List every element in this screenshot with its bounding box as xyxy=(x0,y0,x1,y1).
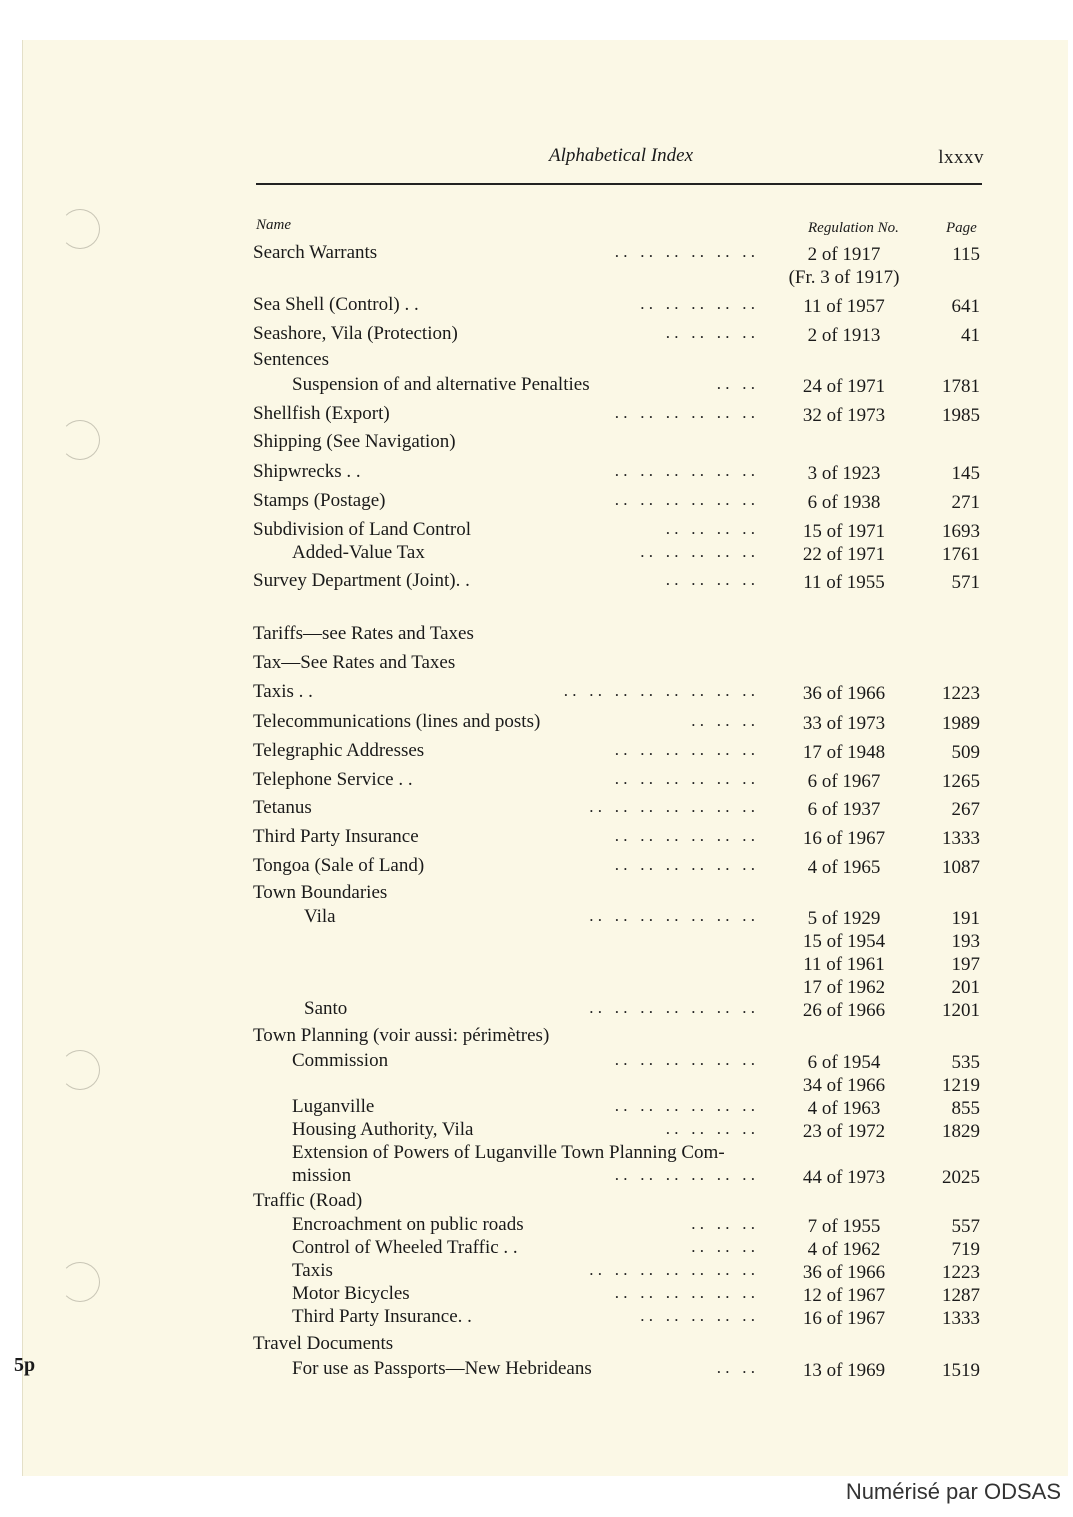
index-entry xyxy=(0,906,1073,930)
entry-name: Telephone Service . . xyxy=(253,769,413,790)
header-rule xyxy=(256,183,982,185)
entry-page: 571 xyxy=(951,572,980,593)
index-entry xyxy=(0,461,1073,485)
index-entry xyxy=(0,1142,1073,1166)
entry-name: Subdivision of Land Control xyxy=(253,519,471,540)
entry-name: Tariffs—see Rates and Taxes xyxy=(253,623,474,644)
index-entry xyxy=(0,681,1073,705)
entry-page: 1201 xyxy=(942,1000,980,1021)
entry-page: 201 xyxy=(951,977,980,998)
index-entry xyxy=(0,570,1073,594)
column-header-page: Page xyxy=(946,220,977,236)
leader-dots: . . . . . . . . . . xyxy=(640,294,755,313)
entry-name: Added-Value Tax xyxy=(292,542,425,563)
leader-dots: . . . . . . . . . . . . xyxy=(614,1165,755,1184)
entry-regulation-no: 15 of 1971 xyxy=(802,521,886,542)
entry-regulation-no: 32 of 1973 xyxy=(802,405,886,426)
leader-dots: . . . . . . . . . . xyxy=(640,542,755,561)
index-entry xyxy=(0,1050,1073,1074)
entry-name: Encroachment on public roads xyxy=(292,1214,524,1235)
entry-name: Suspension of and alternative Penalties xyxy=(292,374,590,395)
entry-name: Tetanus xyxy=(253,797,312,818)
index-entry xyxy=(0,797,1073,821)
entry-page: 1087 xyxy=(942,857,980,878)
entry-name: Shipwrecks . . xyxy=(253,461,361,482)
index-entry xyxy=(0,1119,1073,1143)
entry-regulation-no: 17 of 1962 xyxy=(802,977,886,998)
leader-dots: . . . . . . . . xyxy=(665,1119,755,1138)
entry-name: Shellfish (Export) xyxy=(253,403,390,424)
index-entry xyxy=(0,652,1073,676)
entry-name: Shipping (See Navigation) xyxy=(253,431,456,452)
entry-regulation-no: 4 of 1963 xyxy=(807,1098,881,1119)
entry-page: 1989 xyxy=(942,713,980,734)
leader-dots: . . . . . . . . xyxy=(665,519,755,538)
index-entry xyxy=(0,1096,1073,1120)
entry-regulation-no: 44 of 1973 xyxy=(802,1167,886,1188)
index-entry xyxy=(0,740,1073,764)
index-entry xyxy=(0,952,1073,976)
entry-name: Vila xyxy=(304,906,336,927)
digitization-stamp: Numérisé par ODSAS xyxy=(845,1479,1061,1504)
index-entry xyxy=(0,519,1073,543)
running-head xyxy=(256,145,986,171)
index-entry xyxy=(0,1165,1073,1189)
index-entry xyxy=(0,323,1073,347)
entry-page: 557 xyxy=(951,1216,980,1237)
leader-dots: . . . . . . . . xyxy=(665,570,755,589)
entry-name: Search Warrants xyxy=(253,242,378,263)
index-entry xyxy=(0,242,1073,266)
entry-page: 1265 xyxy=(942,771,980,792)
index-entry xyxy=(0,1260,1073,1284)
entry-regulation-no: 33 of 1973 xyxy=(802,713,886,734)
entry-page: 1985 xyxy=(942,405,980,426)
index-title: Alphabetical Index xyxy=(548,145,694,166)
index-entry xyxy=(0,1214,1073,1238)
leader-dots: . . . . . . . . . . . . xyxy=(614,769,755,788)
entry-page: 2025 xyxy=(942,1167,980,1188)
entry-regulation-no: 12 of 1967 xyxy=(802,1285,886,1306)
index-entry xyxy=(0,1237,1073,1261)
entry-page: 1219 xyxy=(942,1075,980,1096)
entry-name: Travel Documents xyxy=(253,1333,394,1354)
leader-dots: . . . . . . . . . . . . xyxy=(614,855,755,874)
entry-regulation-no: 36 of 1966 xyxy=(802,1262,886,1283)
entry-page: 271 xyxy=(951,492,980,513)
leader-dots: . . . . . . . . . . . . xyxy=(614,826,755,845)
entry-regulation-no: 24 of 1971 xyxy=(802,376,886,397)
entry-page: 267 xyxy=(951,799,980,820)
leader-dots: . . . . . . . . . . . . . . xyxy=(589,797,755,816)
leader-dots: . . . . . . . . . . . . xyxy=(614,403,755,422)
index-entry xyxy=(0,1333,1073,1357)
entry-name: Third Party Insurance. . xyxy=(292,1306,472,1327)
leader-dots: . . . . . . . . . . . . xyxy=(614,242,755,261)
index-entry xyxy=(0,769,1073,793)
entry-page: 1333 xyxy=(942,1308,980,1329)
entry-name: Motor Bicycles xyxy=(292,1283,410,1304)
index-entry xyxy=(0,542,1073,566)
index-entry xyxy=(0,403,1073,427)
entry-regulation-no: 11 of 1961 xyxy=(803,954,885,975)
entry-regulation-no: 13 of 1969 xyxy=(802,1360,886,1381)
index-entry xyxy=(0,1073,1073,1097)
entry-page: 1519 xyxy=(942,1360,980,1381)
leader-dots: . . . . . . . . . . . . . . xyxy=(589,998,755,1017)
index-entry xyxy=(0,882,1073,906)
leader-dots: . . . . . . . . . . . . . . xyxy=(589,906,755,925)
entry-name: Tax—See Rates and Taxes xyxy=(253,652,456,673)
entry-name: Stamps (Postage) xyxy=(253,490,386,511)
leader-dots: . . . . xyxy=(716,374,755,393)
page-folio: lxxxv xyxy=(938,147,984,168)
leader-dots: . . . . . . . . . . . . . . xyxy=(589,1260,755,1279)
entry-page: 1223 xyxy=(942,683,980,704)
index-entry xyxy=(0,1190,1073,1214)
entry-name: mission xyxy=(292,1165,352,1186)
index-entry xyxy=(0,1358,1073,1382)
index-entry xyxy=(0,711,1073,735)
entry-page: 197 xyxy=(951,954,980,975)
index-entry xyxy=(0,1306,1073,1330)
leader-dots: . . . . . . xyxy=(691,1237,755,1256)
leader-dots: . . . . . . xyxy=(691,711,755,730)
index-entry xyxy=(0,490,1073,514)
entry-regulation-no: 6 of 1954 xyxy=(807,1052,881,1073)
index-entry xyxy=(0,1283,1073,1307)
entry-name: Control of Wheeled Traffic . . xyxy=(292,1237,518,1258)
entry-name: Housing Authority, Vila xyxy=(292,1119,474,1140)
entry-name: Taxis . . xyxy=(253,681,313,702)
leader-dots: . . . . . . . . . . xyxy=(640,1306,755,1325)
entry-name: Telegraphic Addresses xyxy=(253,740,425,761)
entry-regulation-no: 11 of 1955 xyxy=(803,572,885,593)
leader-dots: . . . . . . . . . . . . xyxy=(614,740,755,759)
entry-name: Luganville xyxy=(292,1096,375,1117)
column-header-name: Name xyxy=(256,217,291,233)
entry-regulation-no: 4 of 1962 xyxy=(807,1239,881,1260)
entry-regulation-no: 7 of 1955 xyxy=(807,1216,881,1237)
entry-name: For use as Passports—New Hebrideans xyxy=(292,1358,592,1379)
index-entry xyxy=(0,623,1073,647)
entry-regulation-no: 6 of 1967 xyxy=(807,771,881,792)
entry-regulation-no: 16 of 1967 xyxy=(802,828,886,849)
index-entry xyxy=(0,374,1073,398)
entry-name: Santo xyxy=(304,998,348,1019)
entry-page: 1829 xyxy=(942,1121,980,1142)
entry-page: 1693 xyxy=(942,521,980,542)
entry-name: Third Party Insurance xyxy=(253,826,419,847)
entry-regulation-no: 6 of 1937 xyxy=(807,799,881,820)
entry-page: 145 xyxy=(951,463,980,484)
leader-dots: . . . . . . . . . . . . xyxy=(614,461,755,480)
index-entry xyxy=(0,826,1073,850)
entry-page: 509 xyxy=(951,742,980,763)
entry-name: Sea Shell (Control) . . xyxy=(253,294,419,315)
index-entry xyxy=(0,265,1073,289)
leader-dots: . . . . . . . . . . . . xyxy=(614,490,755,509)
index-entry xyxy=(0,975,1073,999)
entry-regulation-no: 26 of 1966 xyxy=(802,1000,886,1021)
entry-page: 191 xyxy=(951,908,980,929)
index-entry xyxy=(0,929,1073,953)
leader-dots: . . . . . . . . . . . . xyxy=(614,1050,755,1069)
entry-name: Traffic (Road) xyxy=(253,1190,363,1211)
entry-page: 1223 xyxy=(942,1262,980,1283)
entry-name: Town Planning (voir aussi: périmètres) xyxy=(253,1025,550,1046)
entry-regulation-no: 36 of 1966 xyxy=(802,683,886,704)
entry-regulation-no: 22 of 1971 xyxy=(802,544,886,565)
index-entry xyxy=(0,1025,1073,1049)
entry-name: Telecommunications (lines and posts) xyxy=(253,711,541,732)
entry-name: Tongoa (Sale of Land) xyxy=(253,855,425,876)
index-entry xyxy=(0,431,1073,455)
entry-page: 1333 xyxy=(942,828,980,849)
entry-name: Survey Department (Joint). . xyxy=(253,570,470,591)
entry-page: 535 xyxy=(951,1052,980,1073)
index-entry xyxy=(0,855,1073,879)
entry-name: Seashore, Vila (Protection) xyxy=(253,323,458,344)
index-entry xyxy=(0,294,1073,318)
entry-name: Taxis xyxy=(292,1260,333,1281)
entry-regulation-no: 34 of 1966 xyxy=(802,1075,886,1096)
entry-regulation-no: 3 of 1923 xyxy=(807,463,881,484)
entry-page: 1781 xyxy=(942,376,980,397)
entry-regulation-no: 6 of 1938 xyxy=(807,492,881,513)
entry-regulation-no: 5 of 1929 xyxy=(807,908,881,929)
entry-page: 193 xyxy=(951,931,980,952)
entry-regulation-no: (Fr. 3 of 1917) xyxy=(788,267,900,288)
leader-dots: . . . . . . . . . . . . xyxy=(614,1096,755,1115)
entry-regulation-no: 16 of 1967 xyxy=(802,1308,886,1329)
index-entry xyxy=(0,349,1073,373)
leader-dots: . . . . . . xyxy=(691,1214,755,1233)
entry-regulation-no: 17 of 1948 xyxy=(802,742,886,763)
entry-page: 1761 xyxy=(942,544,980,565)
entry-regulation-no: 2 of 1917 xyxy=(807,244,881,265)
entry-page: 115 xyxy=(952,244,980,265)
entry-regulation-no: 4 of 1965 xyxy=(807,857,881,878)
column-header-regulation: Regulation No. xyxy=(808,220,899,236)
leader-dots: . . . . xyxy=(716,1358,755,1377)
entry-name: Commission xyxy=(292,1050,389,1071)
entry-regulation-no: 2 of 1913 xyxy=(807,325,881,346)
margin-note: 5p xyxy=(14,1354,36,1376)
leader-dots: . . . . . . . . . . . . xyxy=(614,1283,755,1302)
entry-name: Town Boundaries xyxy=(253,882,388,903)
entry-page: 1287 xyxy=(942,1285,980,1306)
leader-dots: . . . . . . . . xyxy=(665,323,755,342)
entry-name: Extension of Powers of Luganville Town Planning Com- xyxy=(292,1142,725,1163)
index-entry xyxy=(0,998,1073,1022)
entry-name: Sentences xyxy=(253,349,329,370)
entry-page: 41 xyxy=(961,325,980,346)
entry-page: 641 xyxy=(951,296,980,317)
entry-regulation-no: 11 of 1957 xyxy=(803,296,885,317)
entry-page: 719 xyxy=(951,1239,980,1260)
entry-regulation-no: 23 of 1972 xyxy=(802,1121,886,1142)
entry-page: 855 xyxy=(951,1098,980,1119)
leader-dots: . . . . . . . . . . . . . . . . xyxy=(563,681,755,700)
entry-regulation-no: 15 of 1954 xyxy=(802,931,886,952)
